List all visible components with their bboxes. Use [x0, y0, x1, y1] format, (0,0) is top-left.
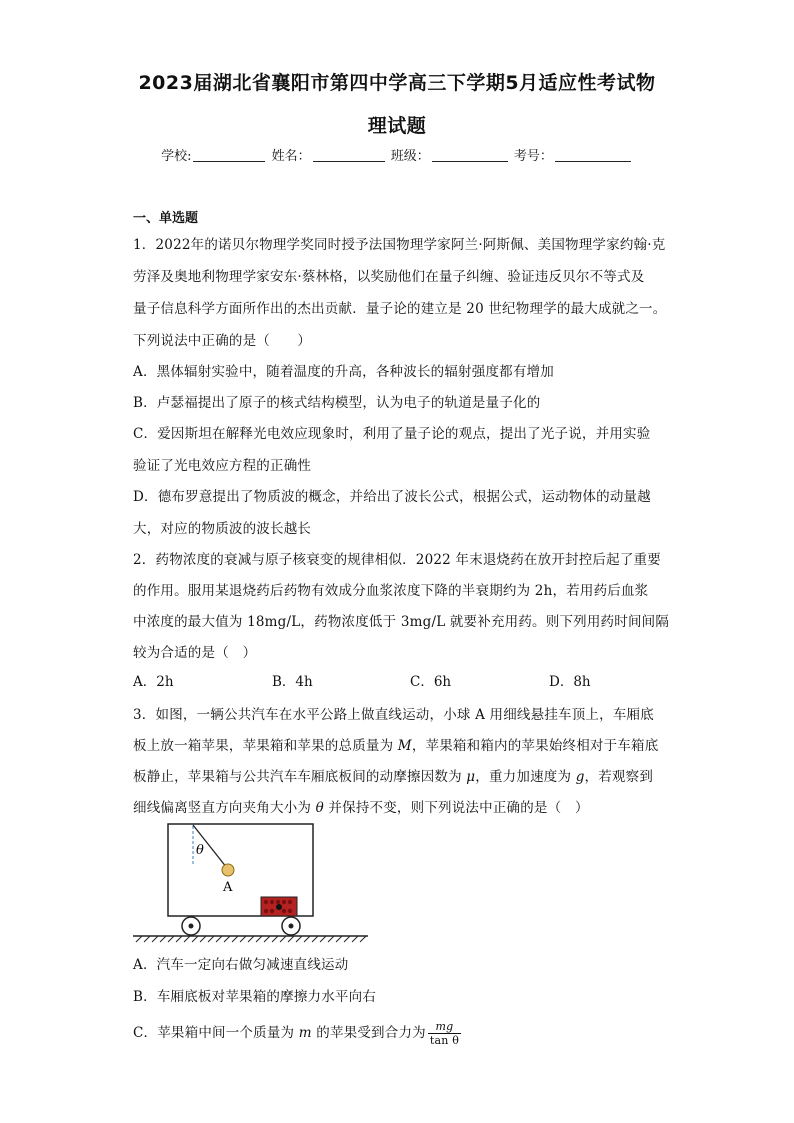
q2-option-c: C．6h — [410, 674, 452, 690]
number-field[interactable] — [555, 149, 631, 162]
small-mass-symbol: m — [298, 1025, 312, 1041]
q3-option-c-rest: 的苹果受到合力为 — [311, 1025, 426, 1041]
angle-label: θ — [196, 843, 204, 858]
mu-symbol: μ — [466, 769, 476, 785]
q3-line-3-rest: ，若观察到 — [584, 769, 654, 785]
q3-line-2 — [133, 734, 658, 754]
q2-option-a: A．2h — [133, 674, 174, 690]
bus-diagram — [130, 818, 375, 943]
q2-option-d: D．8h — [549, 674, 591, 690]
q1-option-c-line2: 验证了光电效应方程的正确性 — [133, 458, 312, 474]
q1-option-d-line2: 大，对应的物质波的波长越长 — [133, 521, 312, 537]
class-field[interactable] — [432, 149, 508, 162]
q1-option-b: B．卢瑟福提出了原子的核式结构模型，认为电子的轨道是量子化的 — [133, 395, 541, 411]
q2-line-1: 2．药物浓度的衰减与原子核衰变的规律相似．2022 年末退烧药在放开封控后起了重要 — [133, 552, 661, 568]
q3-option-c-text: C．苹果箱中间一个质量为 — [133, 1025, 299, 1041]
q2-option-b: B．4h — [272, 674, 313, 690]
ball-label: A — [223, 880, 233, 895]
middle-apple — [276, 904, 282, 910]
q3-line-3 — [133, 765, 653, 785]
exam-title-line2: 理试题 — [367, 115, 427, 137]
fraction-mg-over-tan — [428, 1020, 461, 1047]
q3-line-4 — [133, 796, 589, 816]
ground-hatching — [136, 936, 366, 942]
q1-line-4: 下列说法中正确的是（ ） — [133, 333, 312, 349]
q1-line-1: 1．2022年的诺贝尔物理学奖同时授予法国物理学家阿兰·阿斯佩、美国物理学家约翰·克 — [133, 237, 666, 253]
fraction-denominator: tan θ — [429, 1034, 460, 1047]
number-label: 考号： — [513, 149, 553, 164]
q1-option-c-line1: C．爱因斯坦在解释光电效应现象时，利用了量子论的观点，提出了光子说，并用实验 — [133, 426, 651, 442]
name-field[interactable] — [313, 149, 385, 162]
theta-symbol: θ — [315, 800, 324, 816]
q3-line-3-text: 板静止，苹果箱与公共汽车车厢底板间的动摩擦因数为 — [133, 769, 467, 785]
q1-line-2: 劳泽及奥地利物理学家安东·蔡林格，以奖励他们在量子纠缠、验证违反贝尔不等式及 — [133, 269, 645, 285]
section-title: 一、单选题 — [133, 211, 199, 226]
mass-symbol: M — [397, 738, 412, 754]
class-label: 班级： — [390, 149, 430, 164]
q3-line-1: 3．如图，一辆公共汽车在水平公路上做直线运动，小球 A 用细线悬挂车顶上，车厢底 — [133, 707, 654, 723]
student-info-row — [0, 145, 794, 164]
ball-a — [222, 864, 234, 876]
q3-option-a: A．汽车一定向右做匀减速直线运动 — [133, 957, 349, 973]
fraction-numerator: mg — [428, 1020, 461, 1034]
q3-line-2-rest: ，苹果箱和箱内的苹果始终相对于车箱底 — [411, 738, 659, 754]
q2-line-3: 中浓度的最大值为 18mg/L，药物浓度低于 3mg/L 就要补充用药。则下列用药时间间隔 — [133, 614, 670, 630]
q3-line-2-text: 板上放一箱苹果，苹果箱和苹果的总质量为 — [133, 738, 398, 754]
q1-option-a: A．黑体辐射实验中，随着温度的升高，各种波长的辐射强度都有增加 — [133, 364, 554, 380]
exam-title-line1: 2023届湖北省襄阳市第四中学高三下学期5月适应性考试物 — [138, 72, 656, 94]
school-field[interactable] — [193, 149, 265, 162]
name-label: 姓名： — [271, 149, 311, 164]
q2-line-2: 的作用。服用某退烧药后药物有效成分血浆浓度下降的半衰期约为 2h，若用药后血浆 — [133, 583, 649, 599]
q2-line-4: 较为合适的是（ ） — [133, 645, 257, 661]
q3-option-c — [133, 1020, 461, 1047]
q1-option-d-line1: D．德布罗意提出了物质波的概念，并给出了波长公式，根据公式，运动物体的动量越 — [133, 489, 651, 505]
q1-line-3: 量子信息科学方面所作出的杰出贡献．量子论的建立是 20 世纪物理学的最大成就之一。 — [133, 301, 667, 317]
q3-line-4-text: 细线偏离竖直方向夹角大小为 — [133, 800, 316, 816]
q3-option-b: B．车厢底板对苹果箱的摩擦力水平向右 — [133, 989, 377, 1005]
g-symbol: g — [575, 769, 585, 785]
q3-line-4-rest: 并保持不变，则下列说法中正确的是（ ） — [323, 800, 589, 816]
q3-line-3-mid: ，重力加速度为 — [475, 769, 576, 785]
school-label: 学校: — [161, 149, 192, 164]
